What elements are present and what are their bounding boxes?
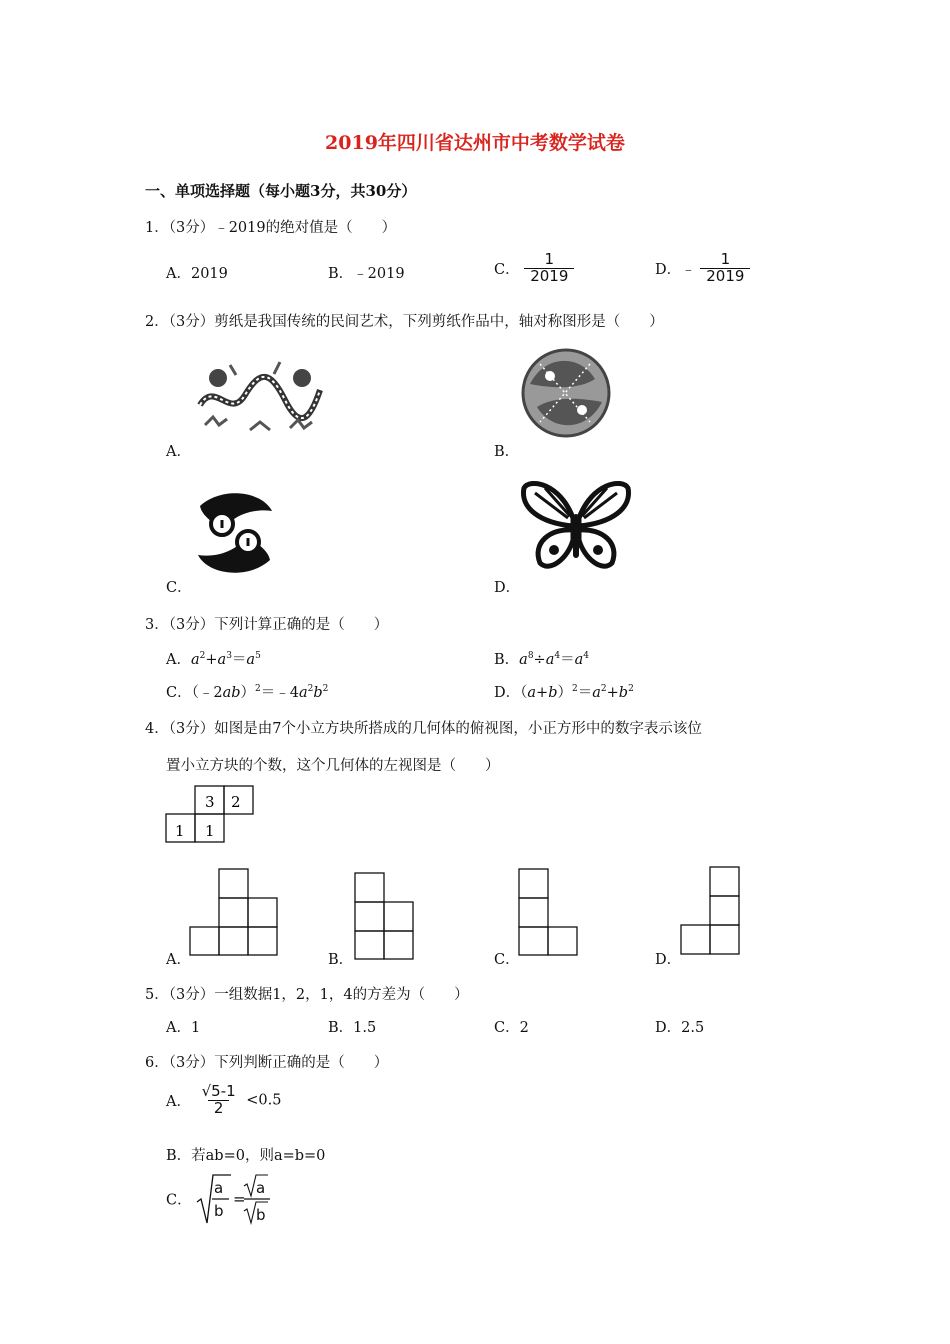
question-4-stem-line1: 4．（3分）如图是由7个小立方块所搭成的几何体的俯视图，小正方形中的数字表示该位: [145, 721, 702, 737]
q5-option-b: B．1.5: [328, 1020, 377, 1036]
svg-text:b: b: [214, 1202, 224, 1220]
left-view-option-b: [354, 872, 414, 960]
q6-option-a-label: A．: [166, 1093, 191, 1110]
butterfly-papercut-image: [520, 478, 632, 576]
q1-option-d-fraction: [700, 252, 750, 285]
fraction-numerator: 1: [544, 250, 555, 268]
question-4-stem-line2: 置小立方块的个数，这个几何体的左视图是（ ）: [166, 758, 500, 774]
fraction-numerator: √5-1: [201, 1082, 236, 1100]
svg-text:a: a: [256, 1179, 266, 1197]
q1-option-d: [655, 252, 750, 285]
question-5-stem: 5．（3分）一组数据1，2，1，4的方差为（ ）: [145, 987, 469, 1003]
q4-option-a: A．: [166, 952, 191, 968]
q5-option-c: C．2: [494, 1020, 529, 1036]
q3-option-c: C．$(﹣2ab)^2=﹣4a^2b^2$: [166, 684, 329, 701]
question-3-stem: 3．（3分）下列计算正确的是（ ）: [145, 617, 389, 633]
question-1-stem: 1．（3分）﹣2019的绝对值是（ ）: [145, 220, 397, 236]
q6-option-a-tail: <0.5: [246, 1092, 282, 1109]
q3-option-c-label: C．（﹣2: [166, 685, 223, 701]
left-view-option-c: [518, 868, 578, 956]
page-title: 2019年四川省达州市中考数学试卷: [325, 132, 625, 154]
svg-text:a: a: [214, 1179, 224, 1197]
q3-option-b-label: B．: [494, 652, 520, 668]
q3-option-a: A．$a^2+a^3=a^5$: [166, 651, 261, 668]
dragon-papercut-image: [190, 350, 330, 442]
q1-option-c-label: C．: [494, 261, 520, 278]
q3-option-b: B．$a^8\div a^4=a^4$: [494, 651, 589, 668]
q6-option-b: B．若ab=0，则a=b=0: [166, 1148, 326, 1164]
svg-text:=: =: [233, 1190, 246, 1208]
question-6-stem: 6．（3分）下列判断正确的是（ ）: [145, 1055, 389, 1071]
q1-option-d-label: D．﹣: [655, 261, 696, 278]
leaf-papercut-image: [192, 486, 278, 580]
q6-option-c: [166, 1172, 272, 1226]
section-heading: 一、单项选择题（每小题3分，共30分）: [145, 182, 417, 200]
top-view-count: 1: [205, 822, 215, 840]
q1-option-c-fraction: [524, 252, 574, 285]
svg-text:b: b: [256, 1206, 266, 1224]
left-view-option-a: [189, 868, 279, 956]
fraction-numerator: 1: [720, 250, 731, 268]
fraction-denominator: 2: [208, 1100, 230, 1117]
top-view-count: 1: [175, 822, 185, 840]
q5-option-a: A．1: [166, 1020, 201, 1036]
q1-option-a: A．2019: [166, 266, 228, 282]
q6-option-a-fraction: [196, 1084, 242, 1117]
q2-option-a: A．: [166, 444, 191, 460]
q4-option-b: B．: [328, 952, 354, 968]
q4-option-d: D．: [655, 952, 682, 968]
fish-papercut-image: [520, 344, 612, 442]
q3-option-a-label: A．: [166, 652, 191, 668]
q6-option-c-label: C．: [166, 1192, 192, 1209]
question-2-stem: 2．（3分）剪纸是我国传统的民间艺术，下列剪纸作品中，轴对称图形是（ ）: [145, 314, 664, 330]
q5-option-d: D．2.5: [655, 1020, 705, 1036]
top-view-figure: [165, 785, 255, 843]
q6-option-a: [166, 1084, 281, 1117]
q3-option-d-label: D．（: [494, 685, 528, 701]
q1-option-b: B．﹣2019: [328, 266, 405, 282]
left-view-option-d: [680, 866, 740, 956]
fraction-denominator: 2019: [524, 268, 574, 285]
top-view-count: 3: [205, 793, 215, 811]
top-view-count: 2: [231, 793, 241, 811]
fraction-denominator: 2019: [700, 268, 750, 285]
q6-option-c-formula: [196, 1172, 272, 1226]
q1-option-c: [494, 252, 574, 285]
q4-option-c: C．: [494, 952, 520, 968]
q3-option-d: D．$(a+b)^2=a^2+b^2$: [494, 684, 634, 701]
q2-option-b: B．: [494, 444, 520, 460]
q2-option-c: C．: [166, 580, 192, 596]
q2-option-d: D．: [494, 580, 521, 596]
